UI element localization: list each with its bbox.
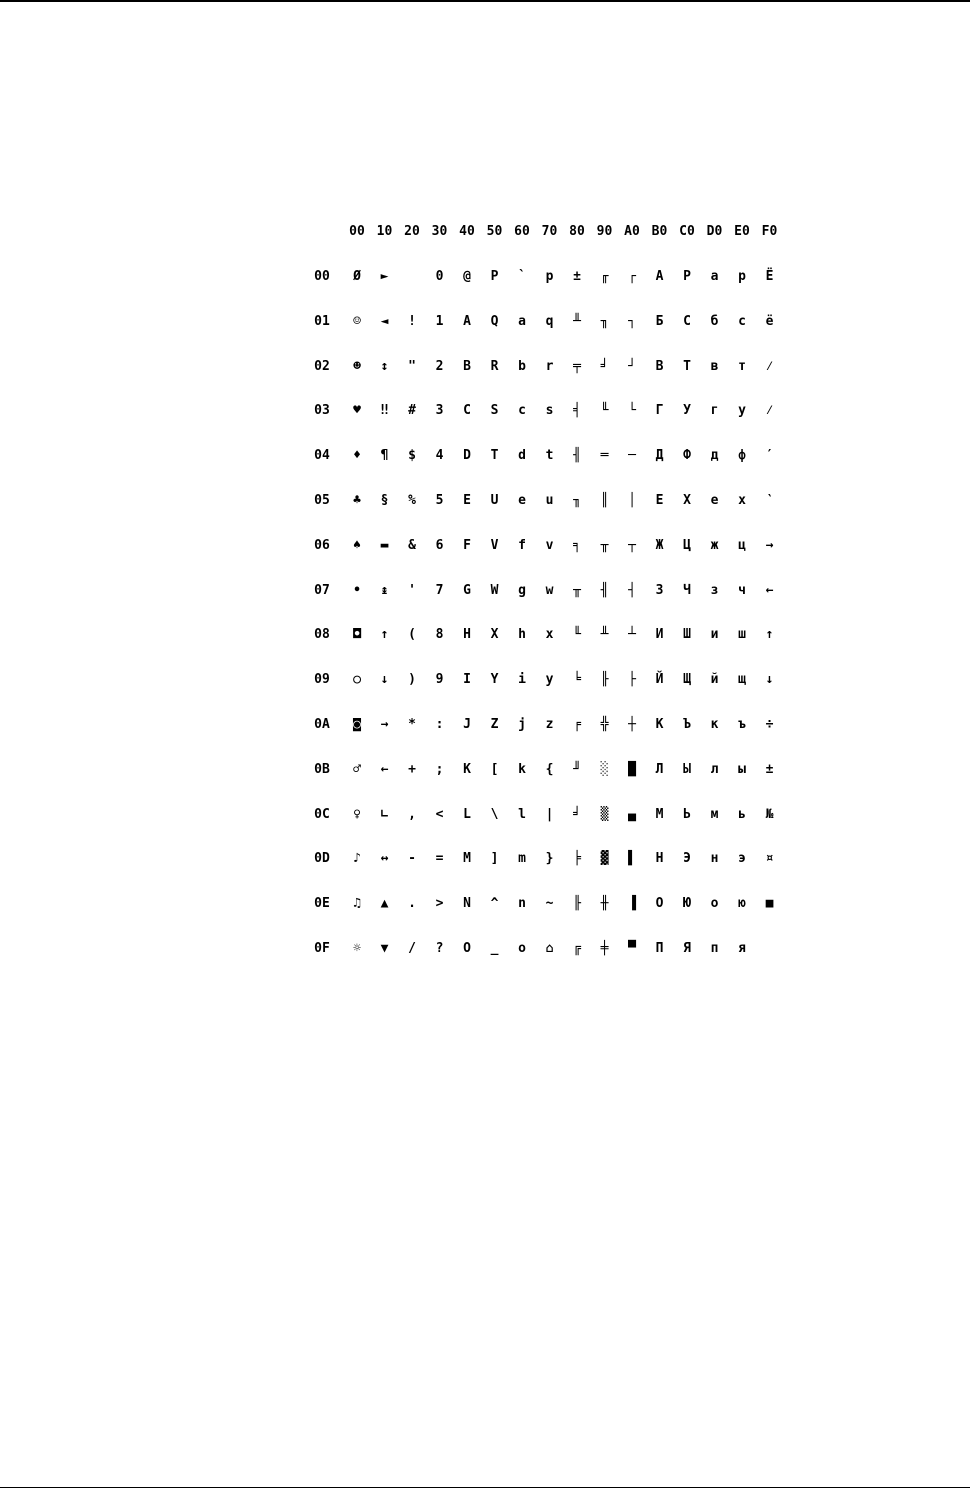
char-cell: ч	[738, 582, 746, 598]
char-cell: ○	[353, 672, 361, 688]
column-header: B0	[651, 224, 668, 239]
char-cell: ♣	[353, 493, 361, 508]
char-cell: ¤	[765, 851, 774, 867]
char-cell: ;	[435, 761, 444, 777]
char-cell: ф	[738, 448, 746, 464]
char-cell: :	[435, 717, 444, 732]
char-cell: д	[710, 448, 719, 464]
char-cell: ^	[490, 896, 499, 912]
char-cell: ╨	[600, 627, 609, 643]
column-header: 00	[349, 224, 365, 239]
char-cell: s	[545, 403, 554, 419]
char-cell: ♥	[353, 403, 361, 419]
char-cell: щ	[738, 672, 746, 688]
char-cell: п	[710, 941, 719, 956]
char-cell: У	[683, 403, 691, 419]
char-cell: x	[545, 627, 554, 643]
char-cell: ◘	[353, 627, 361, 643]
char-cell: →	[380, 717, 389, 732]
char-cell: █	[628, 761, 636, 777]
char-cell: А	[655, 269, 664, 284]
char-cell: я	[738, 941, 746, 956]
char-cell: ┐	[628, 313, 636, 329]
char-cell: ╢	[573, 448, 581, 464]
char-cell: ь	[738, 806, 746, 822]
char-cell: ш	[738, 627, 746, 643]
char-cell: ю	[738, 896, 746, 912]
char-cell: Н	[655, 851, 664, 867]
char-cell: @	[463, 269, 471, 284]
char-cell: Ь	[683, 806, 691, 822]
char-cell: ц	[738, 537, 746, 553]
char-cell: #	[408, 403, 416, 419]
char-cell: ╞	[573, 851, 581, 867]
char-cell: ◙	[353, 717, 361, 732]
char-cell: ▼	[380, 941, 389, 956]
char-cell: Я	[683, 941, 691, 956]
char-cell: M	[463, 851, 471, 867]
char-cell: g	[518, 582, 526, 598]
char-cell: и	[710, 627, 719, 643]
char-cell: ╔	[573, 941, 581, 956]
char-cell: H	[463, 627, 471, 643]
char-cell: ‼	[380, 403, 389, 419]
char-cell: ┬	[628, 537, 636, 553]
char-cell: K	[463, 761, 471, 777]
char-cell: ┘	[628, 358, 636, 374]
char-cell: N	[463, 896, 471, 912]
char-cell: ┼	[628, 717, 636, 732]
char-cell: ж	[710, 537, 719, 553]
row-label: 04	[314, 448, 330, 464]
column-header: C0	[679, 224, 695, 239]
char-cell: 1	[435, 313, 444, 329]
char-cell: К	[655, 717, 664, 732]
char-cell: Ъ	[683, 717, 691, 732]
char-cell: q	[545, 313, 554, 329]
char-cell: ?	[435, 941, 444, 956]
char-cell: &	[408, 537, 416, 553]
char-cell: Q	[490, 313, 499, 329]
char-cell: р	[738, 269, 746, 284]
char-cell: \	[490, 806, 499, 822]
char-cell: ╘	[573, 672, 581, 688]
row-label: 01	[314, 313, 330, 329]
char-cell: э	[738, 851, 746, 867]
char-cell: }	[545, 851, 554, 867]
char-cell: C	[463, 403, 471, 419]
char-cell: ,	[408, 806, 416, 822]
char-cell: ╖	[600, 313, 609, 329]
char-cell: •	[353, 582, 361, 598]
char-cell: w	[545, 582, 554, 598]
column-header: A0	[624, 224, 640, 239]
column-header: 60	[514, 224, 530, 239]
char-cell: L	[463, 806, 471, 822]
char-cell: ↕	[380, 358, 389, 374]
char-cell: i	[518, 672, 526, 688]
char-cell: f	[518, 537, 526, 553]
char-cell: М	[655, 806, 664, 822]
char-cell: В	[655, 358, 664, 374]
char-cell: ╛	[573, 806, 581, 822]
char-cell: ▀	[628, 941, 636, 956]
column-header: 80	[569, 224, 585, 239]
bottom-rule	[0, 1487, 970, 1488]
char-cell: о	[710, 896, 719, 912]
char-cell: ╪	[600, 941, 609, 956]
char-cell: d	[518, 448, 526, 464]
char-cell: Ф	[683, 448, 691, 464]
char-cell: Ж	[655, 537, 664, 553]
char-cell: e	[518, 493, 526, 508]
char-cell: ▄	[628, 806, 636, 822]
char-cell: ↔	[380, 851, 389, 867]
column-header: F0	[761, 224, 778, 239]
char-cell: Б	[655, 313, 664, 329]
char-cell: G	[463, 582, 471, 598]
char-cell: Щ	[683, 672, 691, 688]
char-cell: ┴	[628, 627, 636, 643]
char-cell: ►	[380, 269, 389, 284]
char-cell: г	[710, 403, 719, 419]
char-cell: ▲	[380, 896, 389, 912]
char-cell	[408, 269, 416, 285]
char-cell: *	[408, 717, 416, 732]
char-cell: t	[545, 448, 554, 464]
char-cell: н	[710, 851, 719, 867]
row-label: 0D	[314, 851, 330, 867]
char-cell: X	[490, 627, 499, 643]
char-cell: ё	[765, 313, 774, 329]
char-cell: ─	[628, 448, 636, 464]
char-cell: k	[518, 761, 526, 777]
char-cell: Ч	[683, 582, 691, 598]
char-cell: ♂	[353, 761, 361, 777]
char-cell: з	[710, 582, 719, 598]
char-cell: у	[738, 403, 746, 419]
char-cell: б	[710, 313, 719, 329]
char-cell: Y	[490, 672, 499, 688]
char-cell: V	[490, 537, 499, 553]
char-cell: ▌	[628, 851, 636, 867]
char-cell: o	[518, 941, 526, 956]
char-cell: И	[655, 627, 664, 643]
char-cell: ╥	[573, 582, 581, 598]
char-cell: ╒	[573, 717, 581, 732]
char-cell: ░	[600, 761, 609, 777]
char-cell: ╬	[600, 717, 609, 732]
char-cell: ╥	[600, 537, 609, 553]
char-cell: ♀	[353, 806, 361, 822]
char-cell: с	[738, 313, 746, 329]
char-cell: ▒	[600, 806, 609, 822]
char-cell: O	[463, 941, 471, 956]
char-cell: ±	[573, 269, 581, 284]
char-cell: а	[710, 269, 719, 284]
char-cell: a	[518, 313, 526, 329]
char-cell: ☺	[353, 313, 361, 329]
char-cell: W	[490, 582, 499, 598]
char-cell: ∟	[380, 806, 389, 822]
char-cell: ╖	[573, 493, 581, 508]
char-cell: ±	[765, 761, 774, 777]
char-cell: -	[408, 851, 416, 867]
char-cell: ↨	[380, 582, 389, 598]
char-cell: l	[518, 806, 526, 822]
char-cell: ╢	[600, 582, 609, 598]
column-header: E0	[734, 224, 750, 239]
char-cell: ╜	[573, 761, 581, 777]
char-cell: ╓	[600, 269, 609, 284]
char-cell: м	[710, 806, 719, 822]
column-header: 90	[596, 224, 613, 239]
char-cell: b	[518, 358, 526, 374]
char-cell: ├	[628, 672, 636, 688]
char-cell: 4	[435, 448, 444, 464]
char-cell: 6	[435, 537, 444, 553]
char-cell: /	[408, 941, 416, 956]
char-cell: <	[435, 806, 444, 822]
char-cell: Ё	[765, 269, 774, 284]
char-cell: ⌂	[545, 941, 554, 956]
char-cell: [	[490, 761, 499, 777]
char-cell: D	[463, 448, 471, 464]
row-label: 09	[314, 672, 330, 688]
char-cell: О	[655, 896, 664, 912]
char-cell: ┌	[628, 269, 636, 284]
char-cell: ╨	[573, 313, 581, 329]
char-cell: ♫	[353, 896, 361, 912]
char-cell: ↑	[380, 627, 389, 643]
char-cell: Х	[683, 493, 691, 508]
char-cell: +	[408, 761, 416, 777]
char-cell: ←	[765, 582, 774, 598]
char-cell: ♪	[353, 851, 361, 867]
char-cell: ↓	[765, 672, 774, 688]
char-cell: ]	[490, 851, 499, 867]
char-cell: й	[710, 672, 719, 688]
char-cell: 2	[435, 358, 444, 374]
char-cell: С	[683, 313, 691, 329]
row-label: 0E	[314, 896, 330, 912]
char-cell: ~	[545, 896, 554, 912]
char-cell: '	[408, 582, 416, 598]
row-label: 0F	[314, 941, 330, 956]
char-cell: v	[545, 537, 554, 553]
char-cell: └	[628, 403, 636, 419]
column-header: 50	[486, 224, 503, 239]
char-cell: c	[518, 403, 526, 419]
char-cell: ▓	[600, 851, 609, 867]
char-cell: =	[435, 851, 444, 867]
char-cell: Т	[683, 358, 691, 374]
char-cell: n	[518, 896, 526, 912]
char-cell: z	[545, 717, 554, 732]
char-cell: Ы	[683, 761, 691, 777]
char-cell: §	[380, 493, 389, 508]
char-cell: ‵	[765, 493, 774, 508]
char-cell: "	[408, 358, 416, 374]
char-cell: m	[518, 851, 526, 867]
char-cell: h	[518, 627, 526, 643]
char-cell: 5	[435, 493, 444, 508]
char-cell: $	[408, 448, 416, 464]
char-cell: ╛	[600, 358, 609, 374]
char-cell: U	[490, 493, 499, 508]
char-cell: →	[765, 537, 774, 553]
char-cell: ♠	[353, 537, 361, 553]
char-cell: j	[518, 717, 526, 732]
char-cell	[766, 941, 774, 957]
char-cell: ъ	[738, 717, 746, 732]
char-cell: ╡	[573, 403, 581, 419]
row-label: 02	[314, 358, 330, 374]
char-cell: I	[463, 672, 471, 688]
char-cell: Ш	[683, 627, 691, 643]
char-cell: !	[408, 313, 416, 329]
char-cell: в	[710, 358, 719, 374]
char-cell: ¶	[380, 448, 389, 464]
column-header: 20	[404, 224, 420, 239]
char-cell: Л	[655, 761, 664, 777]
char-cell: т	[738, 358, 746, 374]
char-cell: ╙	[600, 403, 609, 419]
char-cell: Е	[655, 493, 664, 508]
column-header: 40	[459, 224, 475, 239]
char-cell: ╟	[573, 896, 581, 912]
char-cell: ы	[738, 761, 746, 777]
char-cell: ÷	[765, 717, 774, 732]
char-cell: J	[463, 717, 471, 732]
char-cell: х	[738, 493, 746, 508]
char-cell: |	[545, 806, 554, 822]
char-cell: Ø	[353, 269, 361, 284]
char-cell: ◄	[380, 313, 389, 329]
row-label: 0C	[314, 806, 330, 822]
char-cell: ♦	[353, 448, 361, 464]
char-cell: Г	[655, 403, 664, 419]
char-cell: ⁄	[765, 403, 774, 419]
char-cell: E	[463, 493, 471, 508]
row-label: 0B	[314, 761, 330, 777]
char-cell: Ю	[683, 896, 691, 912]
row-label: 03	[314, 403, 330, 419]
char-cell: (	[408, 627, 416, 643]
char-cell: ▐	[628, 896, 636, 912]
char-cell: Д	[655, 448, 664, 464]
char-cell: │	[628, 493, 636, 508]
char-cell: ╫	[600, 896, 609, 912]
char-cell: ═	[600, 448, 609, 464]
column-header: 30	[431, 224, 448, 239]
char-cell: Э	[683, 851, 691, 867]
char-cell: >	[435, 896, 444, 912]
char-cell: л	[710, 761, 719, 777]
char-cell: 8	[435, 627, 444, 643]
row-label: 08	[314, 627, 330, 643]
char-cell: ☼	[353, 941, 361, 956]
char-cell: ╕	[573, 537, 581, 553]
column-header: D0	[706, 224, 723, 239]
char-cell: _	[490, 941, 499, 956]
char-cell: .	[408, 896, 416, 912]
char-cell: ■	[765, 896, 774, 912]
row-label: 00	[314, 269, 330, 284]
char-cell: P	[490, 269, 499, 284]
char-cell: е	[710, 493, 719, 508]
char-cell: ↓	[380, 672, 389, 688]
char-cell: )	[408, 672, 416, 688]
char-cell: к	[710, 717, 719, 732]
char-cell: 0	[435, 269, 444, 284]
char-cell: B	[463, 358, 471, 374]
char-cell: №	[765, 806, 774, 822]
char-cell: Р	[683, 269, 691, 284]
char-cell: ⁄	[765, 358, 774, 374]
row-label: 07	[314, 582, 330, 598]
char-cell: Й	[655, 672, 664, 688]
char-cell: p	[545, 269, 554, 284]
char-cell: З	[655, 582, 664, 598]
char-cell: ┤	[628, 582, 636, 598]
char-cell: 9	[435, 672, 444, 688]
char-cell: ╙	[573, 627, 581, 643]
char-cell: S	[490, 403, 499, 419]
char-cell: ′	[765, 448, 774, 464]
char-cell: П	[655, 941, 664, 956]
char-cell: R	[490, 358, 499, 374]
char-cell: ↑	[765, 627, 774, 643]
char-cell: %	[408, 493, 416, 508]
column-header: 10	[376, 224, 393, 239]
char-cell: ╤	[573, 358, 581, 374]
char-cell: 7	[435, 582, 444, 598]
char-cell: ║	[600, 493, 609, 508]
char-cell: u	[545, 493, 554, 508]
char-cell: F	[463, 537, 471, 553]
char-cell: y	[545, 672, 554, 688]
char-cell: ←	[380, 761, 389, 777]
row-label: 05	[314, 493, 330, 508]
char-cell: {	[545, 761, 554, 777]
char-cell: ╟	[600, 672, 609, 688]
char-cell: `	[518, 269, 526, 284]
char-cell: Z	[490, 717, 499, 732]
char-cell: T	[490, 448, 499, 464]
char-cell: r	[545, 358, 554, 374]
char-cell: A	[463, 313, 471, 329]
row-label: 06	[314, 537, 330, 553]
char-cell: Ц	[683, 537, 691, 553]
row-label: 0A	[314, 717, 330, 732]
char-cell: ▬	[380, 537, 389, 553]
column-header: 70	[541, 224, 558, 239]
char-cell: ☻	[353, 358, 361, 374]
char-cell: 3	[435, 403, 444, 419]
